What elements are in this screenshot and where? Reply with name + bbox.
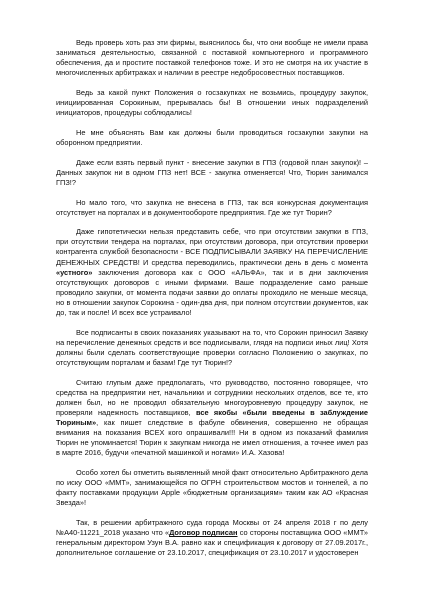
- body-paragraph: [56, 158, 368, 188]
- body-paragraph: [56, 468, 368, 508]
- body-paragraph: [56, 378, 368, 459]
- paragraph-text: Особо хотел бы отметить выявленный мной факт относительно Арбитражного дела по иску ООО «ММТ», занимающейся по ОГРН строительством мостов и тоннелей, а по факту поставками продукции Apple «бюджетным организациям» таким как АО «Красная Звезда»!: [56, 468, 368, 508]
- paragraph-text: Не мне объяснять Вам как должны были проводиться госзакупки закупки на оборонном предприятии.: [56, 127, 368, 147]
- emphasized-text: Договор подписан: [169, 528, 238, 538]
- paragraph-text: Все подписанты в своих показаниях указывают на то, что Сорокин приносил Заявку на перечисление денежных средств и все подписывали, глядя на подписи иных лиц! Хотя должны были сделать соответствующие проверки согласно Положению о закупках, по отсутствующим порталам и базам! Где тут Тюрин!?: [56, 327, 368, 367]
- body-paragraph: [56, 38, 368, 78]
- paragraph-text: заключения договора как с ООО «АЛЬФА», так и в дни заключения отсутствующих договоров с иными фирмами. Ваше подразделение само раньше проводило закупки, от момента подачи заявки до оплаты проходило не меньше месяца, но в отношении закупок Сорокина - один-два дня, при полном отсутствии документов, как до, так и после! И всех все устраивало!: [56, 267, 368, 318]
- paragraph-text: Даже гипотетически нельзя представить себе, что при отсутствии закупки в ГПЗ, при отсутствии тендера на порталах, при отсутствии договора, при отсутствии проверки контрагента службой безопасности - ВСЕ ПОДПИСЫВАЛИ ЗАЯВКУ НА ПЕРЕЧИСЛЕНИЕ ДЕНЕЖНЫХ СРЕДСТВ! И средства переводились, практически день в день с момента: [56, 227, 368, 267]
- body-paragraph: [56, 518, 368, 558]
- paragraph-text: Но мало того, что закупка не внесена в ГПЗ, так вся конкурсная документация отсутствует на порталах и в документообороте предприятия. Где же тут Тюрин?: [56, 197, 368, 217]
- emphasized-text: все якобы «были введены в заблуждение Тюриным»: [56, 407, 368, 428]
- body-paragraph: [56, 128, 368, 148]
- body-paragraph: [56, 198, 368, 218]
- emphasized-text: «устного»: [56, 267, 93, 277]
- paragraph-text: Ведь проверь хоть раз эти фирмы, выяснилось бы, что они вообще не имели права заниматься деятельностью, связанной с поставкой компьютерного и программного обеспечения, да и простите поставкой телефонов тоже. И это не смотря на их участие в многочисленных арбитражах и наличии в реестре недобросовестных поставщиков.: [56, 38, 368, 78]
- paragraph-text: Даже если взять первый пункт - внесение закупки в ГПЗ (годовой план закупок)! – Данных закупок ни в одном ГПЗ нет! ВСЕ - закупка отменяется! Что, Тюрин занимался ГПЗ!?: [56, 157, 368, 187]
- paragraph-text: Ведь за какой пункт Положения о госзакупках не возьмись, процедуру закупок, инициированная Сорокиным, прерывалась бы! В отношении иных подразделений инициаторов, процедуры соблюдались!: [56, 87, 368, 118]
- body-paragraph: [56, 328, 368, 368]
- body-paragraph: [56, 227, 368, 318]
- paragraph-text: Так, в решении арбитражного суда города Москвы от 24 апреля 2018 г по делу №А40-11221_2018 указано что «: [56, 518, 368, 538]
- body-paragraph: [56, 88, 368, 118]
- paragraph-text: со стороны поставщика ООО «ММТ» генеральным директором Узун В.А. равно как и спецификация к договору от 27.09.2017г., дополнительное соглашение от 23.10.2017, спецификация от 23.10.2017 и удостоверен: [56, 528, 369, 558]
- paragraph-text: , как пишет следствие в фабуле обвинения, совершенно не обращая внимания на показания ВСЕХ кого опрашивали!!! Ни в одном из показаний фамилия Тюрин не упоминается! Тюрин к закупкам никогда не имел отношения, а точнее имел раз в марте 2016, будучи «печатной машинкой и ногами» И.А. Хазова!: [56, 418, 368, 458]
- paragraph-text: Считаю глупым даже предполагать, что руководство, постоянно говорящее, что средства на предприятии нет, начальники и сотрудники нескольких отделов, все те, кто должен был, но не проводил обязательную многоуровневую процедуру закупок, не проверяли надежность поставщиков,: [56, 377, 368, 417]
